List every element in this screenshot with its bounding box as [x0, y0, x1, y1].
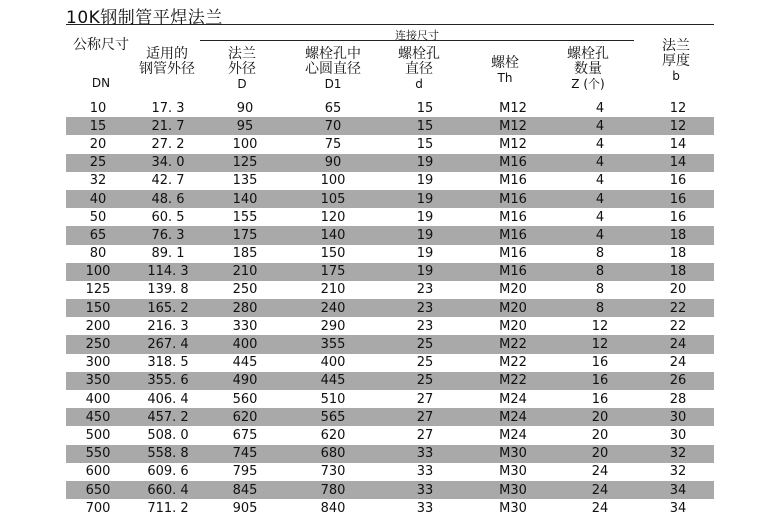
cell-dn: 300 — [85, 355, 111, 371]
cell-flange-od-D: 675 — [232, 427, 258, 443]
cell-thickness-b: 26 — [642, 372, 714, 390]
cell-pipe-od: 139. 8 — [147, 282, 189, 298]
cell-bolt-circle-D1: 445 — [284, 372, 382, 390]
cell-bolt-Th: M30 — [499, 464, 527, 480]
cell-thickness-b: 32 — [669, 464, 687, 480]
cell-flange-od-D: 185 — [232, 246, 258, 262]
cell-bolt-count-Z: 16 — [591, 391, 609, 407]
cell-flange-od-D: 140 — [206, 190, 284, 208]
table-row — [66, 445, 714, 463]
cell-bolt-count-Z: 12 — [558, 335, 642, 353]
cell-bolt-circle-D1: 840 — [320, 500, 346, 516]
table-row — [66, 354, 714, 372]
cell-bolt-circle-D1: 120 — [320, 209, 346, 225]
table-row — [66, 245, 714, 263]
cell-bolt-hole-d: 19 — [382, 226, 468, 244]
cell-flange-od-D: 100 — [232, 136, 258, 152]
cell-flange-od-D: 90 — [236, 100, 254, 116]
header-Z-sub: Z (个) — [571, 77, 605, 91]
cell-pipe-od: 48. 6 — [130, 190, 206, 208]
group-divider — [200, 40, 634, 41]
cell-bolt-hole-d: 23 — [382, 299, 468, 317]
header-D-line1: 法兰 — [228, 46, 256, 62]
cell-bolt-Th: M30 — [468, 481, 558, 499]
cell-bolt-Th: M30 — [468, 445, 558, 463]
cell-dn: 250 — [66, 335, 130, 353]
header-Th-line1: 螺栓 — [491, 55, 519, 71]
cell-thickness-b: 28 — [669, 391, 687, 407]
cell-flange-od-D: 135 — [232, 173, 258, 189]
table-row — [66, 317, 714, 335]
cell-bolt-Th: M20 — [499, 282, 527, 298]
cell-flange-od-D: 445 — [232, 355, 258, 371]
cell-bolt-count-Z: 4 — [595, 209, 605, 225]
cell-bolt-circle-D1: 780 — [284, 481, 382, 499]
cell-bolt-circle-D1: 510 — [320, 391, 346, 407]
table-row — [66, 390, 714, 408]
cell-bolt-Th: M22 — [499, 355, 527, 371]
header-Z-line1: 螺栓孔 — [567, 46, 609, 62]
cell-bolt-hole-d: 25 — [382, 335, 468, 353]
cell-bolt-circle-D1: 150 — [320, 246, 346, 262]
cell-thickness-b: 24 — [642, 335, 714, 353]
cell-bolt-count-Z: 8 — [595, 246, 605, 262]
cell-flange-od-D: 210 — [206, 263, 284, 281]
cell-bolt-circle-D1: 355 — [284, 335, 382, 353]
cell-thickness-b: 12 — [669, 100, 687, 116]
cell-dn: 150 — [66, 299, 130, 317]
table-row — [66, 263, 714, 281]
header-D1 — [288, 47, 378, 92]
cell-bolt-count-Z: 20 — [558, 445, 642, 463]
cell-pipe-od: 318. 5 — [147, 355, 189, 371]
header-D-line2: 外径 — [228, 61, 256, 77]
cell-flange-od-D: 400 — [206, 335, 284, 353]
cell-dn: 25 — [66, 154, 130, 172]
cell-dn: 450 — [66, 408, 130, 426]
cell-bolt-hole-d: 33 — [382, 445, 468, 463]
cell-bolt-circle-D1: 730 — [320, 464, 346, 480]
cell-bolt-Th: M22 — [468, 372, 558, 390]
cell-flange-od-D: 125 — [206, 154, 284, 172]
cell-bolt-circle-D1: 210 — [320, 282, 346, 298]
cell-thickness-b: 18 — [669, 246, 687, 262]
header-D-sub: D — [237, 77, 247, 91]
cell-thickness-b: 30 — [642, 408, 714, 426]
header-b — [648, 39, 704, 84]
page-title: 10K钢制管平焊法兰 — [66, 8, 223, 28]
header-D1-line2: 心圆直径 — [305, 61, 361, 77]
cell-bolt-Th: M24 — [468, 408, 558, 426]
cell-thickness-b: 16 — [642, 190, 714, 208]
cell-flange-od-D: 795 — [232, 464, 258, 480]
cell-pipe-od: 17. 3 — [151, 100, 185, 116]
table-row — [66, 99, 714, 117]
header-d-line2: 直径 — [405, 61, 433, 77]
cell-flange-od-D: 330 — [232, 318, 258, 334]
cell-bolt-hole-d: 33 — [416, 500, 434, 516]
cell-bolt-hole-d: 23 — [416, 318, 434, 334]
cell-bolt-Th: M16 — [468, 263, 558, 281]
cell-bolt-circle-D1: 100 — [320, 173, 346, 189]
table-row — [66, 372, 714, 390]
cell-bolt-hole-d: 19 — [382, 263, 468, 281]
group-label-connection-size: 连接尺寸 — [395, 29, 439, 42]
cell-dn: 400 — [85, 391, 111, 407]
cell-thickness-b: 34 — [669, 500, 687, 516]
cell-bolt-hole-d: 25 — [416, 355, 434, 371]
cell-dn: 500 — [85, 427, 111, 443]
cell-thickness-b: 14 — [669, 136, 687, 152]
header-pipe-od-line2: 钢管外径 — [139, 61, 195, 77]
cell-bolt-Th: M30 — [499, 500, 527, 516]
cell-bolt-circle-D1: 90 — [284, 154, 382, 172]
cell-thickness-b: 32 — [642, 445, 714, 463]
cell-bolt-Th: M16 — [468, 226, 558, 244]
cell-dn: 65 — [66, 226, 130, 244]
cell-pipe-od: 89. 1 — [151, 246, 185, 262]
cell-bolt-Th: M24 — [499, 427, 527, 443]
table-row — [66, 481, 714, 499]
cell-bolt-Th: M16 — [468, 154, 558, 172]
cell-flange-od-D: 95 — [206, 117, 284, 135]
table-row — [66, 117, 714, 135]
cell-bolt-hole-d: 15 — [382, 117, 468, 135]
cell-bolt-hole-d: 19 — [416, 246, 434, 262]
cell-flange-od-D: 490 — [206, 372, 284, 390]
flange-dimension-table — [66, 99, 714, 517]
header-D1-sub: D1 — [324, 77, 342, 91]
cell-bolt-circle-D1: 620 — [320, 427, 346, 443]
cell-bolt-hole-d: 23 — [416, 282, 434, 298]
header-dn — [64, 38, 138, 91]
cell-bolt-count-Z: 12 — [591, 318, 609, 334]
cell-pipe-od: 42. 7 — [151, 173, 185, 189]
table-row — [66, 463, 714, 481]
cell-bolt-count-Z: 8 — [595, 282, 605, 298]
cell-pipe-od: 457. 2 — [130, 408, 206, 426]
cell-thickness-b: 20 — [669, 282, 687, 298]
header-Z — [548, 47, 628, 92]
cell-dn: 200 — [85, 318, 111, 334]
cell-bolt-circle-D1: 290 — [320, 318, 346, 334]
cell-bolt-hole-d: 27 — [382, 408, 468, 426]
cell-thickness-b: 16 — [669, 209, 687, 225]
cell-bolt-count-Z: 20 — [558, 408, 642, 426]
cell-bolt-circle-D1: 75 — [324, 136, 342, 152]
cell-bolt-count-Z: 24 — [591, 500, 609, 516]
cell-pipe-od: 711. 2 — [147, 500, 189, 516]
cell-dn: 700 — [85, 500, 111, 516]
cell-flange-od-D: 155 — [232, 209, 258, 225]
cell-bolt-circle-D1: 565 — [284, 408, 382, 426]
cell-pipe-od: 27. 2 — [151, 136, 185, 152]
cell-bolt-hole-d: 27 — [416, 427, 434, 443]
cell-flange-od-D: 175 — [206, 226, 284, 244]
cell-dn: 650 — [66, 481, 130, 499]
header-dn-line1: 公称尺寸 — [73, 37, 129, 53]
cell-dn: 20 — [89, 136, 107, 152]
cell-bolt-hole-d: 33 — [382, 481, 468, 499]
table-row — [66, 154, 714, 172]
cell-thickness-b: 30 — [669, 427, 687, 443]
cell-dn: 15 — [66, 117, 130, 135]
cell-flange-od-D: 280 — [206, 299, 284, 317]
cell-thickness-b: 34 — [642, 481, 714, 499]
cell-bolt-Th: M12 — [499, 136, 527, 152]
cell-bolt-circle-D1: 240 — [284, 299, 382, 317]
cell-bolt-hole-d: 19 — [382, 190, 468, 208]
cell-thickness-b: 18 — [642, 226, 714, 244]
cell-bolt-Th: M24 — [499, 391, 527, 407]
cell-dn: 100 — [66, 263, 130, 281]
cell-dn: 32 — [89, 173, 107, 189]
table-row — [66, 208, 714, 226]
cell-bolt-hole-d: 19 — [416, 209, 434, 225]
cell-flange-od-D: 620 — [206, 408, 284, 426]
cell-bolt-hole-d: 19 — [382, 154, 468, 172]
cell-bolt-count-Z: 4 — [595, 100, 605, 116]
table-row — [66, 135, 714, 153]
cell-dn: 350 — [66, 372, 130, 390]
header-d — [384, 47, 454, 92]
cell-bolt-Th: M16 — [468, 190, 558, 208]
table-row — [66, 190, 714, 208]
cell-flange-od-D: 905 — [232, 500, 258, 516]
cell-bolt-count-Z: 4 — [595, 136, 605, 152]
cell-pipe-od: 216. 3 — [147, 318, 189, 334]
cell-pipe-od: 355. 6 — [130, 372, 206, 390]
header-b-line2: 厚度 — [662, 53, 690, 69]
cell-bolt-count-Z: 20 — [591, 427, 609, 443]
table-row — [66, 426, 714, 444]
cell-bolt-count-Z: 8 — [558, 299, 642, 317]
header-pipe-od — [130, 47, 204, 77]
cell-bolt-Th: M16 — [499, 209, 527, 225]
cell-pipe-od: 165. 2 — [130, 299, 206, 317]
table-row — [66, 408, 714, 426]
cell-bolt-count-Z: 4 — [558, 190, 642, 208]
cell-bolt-count-Z: 4 — [558, 117, 642, 135]
cell-pipe-od: 558. 8 — [130, 445, 206, 463]
cell-flange-od-D: 845 — [206, 481, 284, 499]
cell-pipe-od: 609. 6 — [147, 464, 189, 480]
cell-pipe-od: 60. 5 — [151, 209, 185, 225]
header-D — [212, 47, 272, 92]
cell-thickness-b: 14 — [642, 154, 714, 172]
table-row — [66, 172, 714, 190]
header-Z-line2: 数量 — [574, 61, 602, 77]
cell-dn: 600 — [85, 464, 111, 480]
cell-bolt-count-Z: 16 — [591, 355, 609, 371]
cell-pipe-od: 508. 0 — [147, 427, 189, 443]
table-row — [66, 335, 714, 353]
cell-pipe-od: 660. 4 — [130, 481, 206, 499]
cell-bolt-count-Z: 24 — [591, 464, 609, 480]
cell-dn: 125 — [85, 282, 111, 298]
cell-bolt-Th: M22 — [468, 335, 558, 353]
cell-bolt-Th: M16 — [499, 246, 527, 262]
cell-pipe-od: 34. 0 — [130, 154, 206, 172]
cell-pipe-od: 267. 4 — [130, 335, 206, 353]
cell-bolt-count-Z: 8 — [558, 263, 642, 281]
cell-bolt-hole-d: 27 — [416, 391, 434, 407]
table-row — [66, 499, 714, 517]
cell-bolt-Th: M12 — [499, 100, 527, 116]
title-divider — [66, 24, 714, 25]
cell-thickness-b: 12 — [642, 117, 714, 135]
cell-thickness-b: 24 — [669, 355, 687, 371]
cell-bolt-circle-D1: 680 — [284, 445, 382, 463]
cell-bolt-count-Z: 24 — [558, 481, 642, 499]
header-pipe-od-line1: 适用的 — [146, 46, 188, 62]
header-Th-sub: Th — [497, 71, 513, 85]
header-b-line1: 法兰 — [662, 38, 690, 54]
cell-bolt-circle-D1: 140 — [284, 226, 382, 244]
cell-flange-od-D: 745 — [206, 445, 284, 463]
table-row — [66, 281, 714, 299]
cell-bolt-hole-d: 19 — [416, 173, 434, 189]
cell-bolt-Th: M12 — [468, 117, 558, 135]
cell-thickness-b: 16 — [669, 173, 687, 189]
header-Th — [475, 56, 535, 86]
table-row — [66, 299, 714, 317]
cell-dn: 80 — [89, 246, 107, 262]
cell-pipe-od: 114. 3 — [130, 263, 206, 281]
cell-bolt-Th: M20 — [499, 318, 527, 334]
cell-bolt-hole-d: 33 — [416, 464, 434, 480]
header-D1-line1: 螺栓孔中 — [305, 46, 361, 62]
cell-bolt-count-Z: 4 — [595, 173, 605, 189]
cell-dn: 40 — [66, 190, 130, 208]
cell-bolt-circle-D1: 175 — [284, 263, 382, 281]
cell-thickness-b: 22 — [669, 318, 687, 334]
cell-thickness-b: 18 — [642, 263, 714, 281]
cell-dn: 550 — [66, 445, 130, 463]
cell-pipe-od: 76. 3 — [130, 226, 206, 244]
cell-pipe-od: 406. 4 — [147, 391, 189, 407]
cell-thickness-b: 22 — [642, 299, 714, 317]
cell-flange-od-D: 250 — [232, 282, 258, 298]
cell-bolt-Th: M16 — [499, 173, 527, 189]
header-b-sub: b — [672, 69, 680, 83]
cell-dn: 10 — [89, 100, 107, 116]
cell-bolt-count-Z: 4 — [558, 226, 642, 244]
table-row — [66, 226, 714, 244]
cell-bolt-circle-D1: 70 — [284, 117, 382, 135]
cell-flange-od-D: 560 — [232, 391, 258, 407]
cell-dn: 50 — [89, 209, 107, 225]
cell-bolt-circle-D1: 65 — [324, 100, 342, 116]
cell-bolt-count-Z: 4 — [558, 154, 642, 172]
cell-bolt-circle-D1: 400 — [320, 355, 346, 371]
cell-bolt-count-Z: 16 — [558, 372, 642, 390]
header-d-sub: d — [415, 77, 423, 91]
cell-pipe-od: 21. 7 — [130, 117, 206, 135]
cell-bolt-hole-d: 15 — [416, 100, 434, 116]
cell-bolt-Th: M20 — [468, 299, 558, 317]
cell-bolt-hole-d: 25 — [382, 372, 468, 390]
header-dn-sub: DN — [91, 76, 111, 90]
cell-bolt-circle-D1: 105 — [284, 190, 382, 208]
header-d-line1: 螺栓孔 — [398, 46, 440, 62]
cell-bolt-hole-d: 15 — [416, 136, 434, 152]
